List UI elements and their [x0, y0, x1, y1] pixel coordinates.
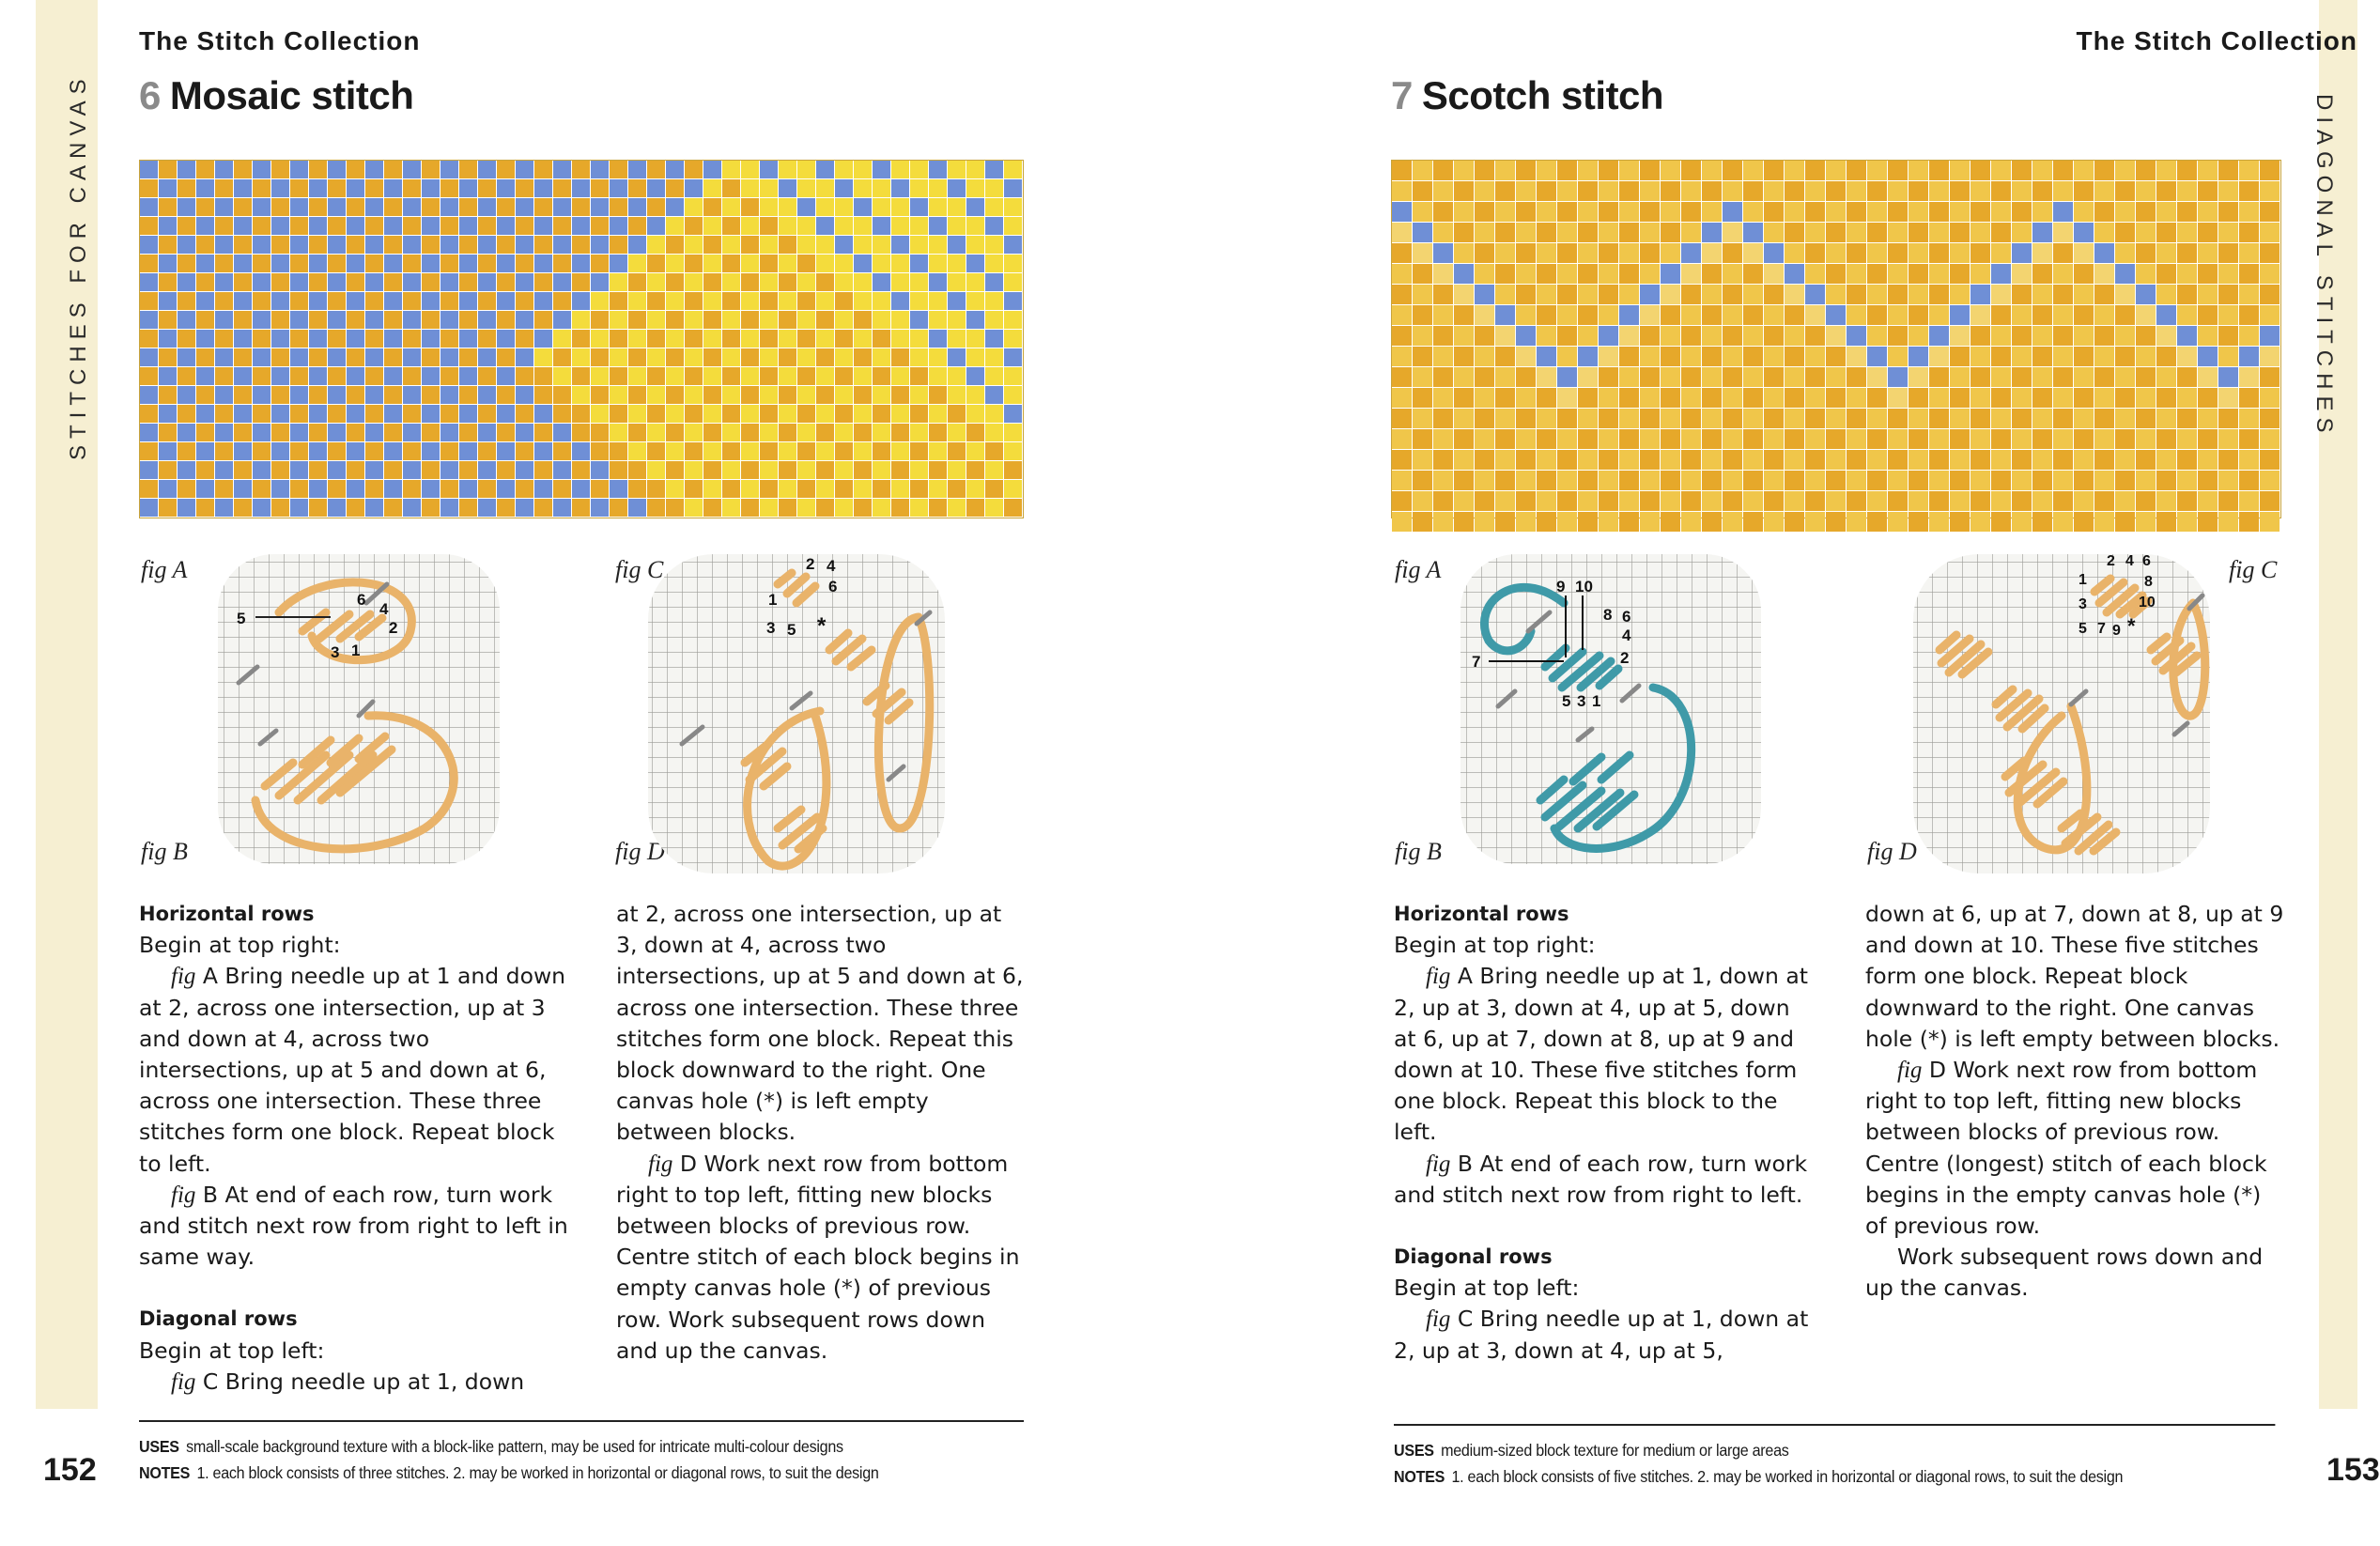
diagram-number: 1	[2079, 572, 2087, 588]
right-stitch-name: Scotch stitch	[1421, 73, 1664, 117]
diagram-number: 6	[1622, 608, 1631, 626]
left-text-column-1	[139, 899, 580, 1398]
right-para-continued: down at 6, up at 7, down at 8, up at 9 and down at 10. These five stitches form one block. Repeat block downward to the right. One canvas hole (*) is left empty between blocks.	[1865, 901, 2284, 1052]
diagram-number: 1	[1592, 692, 1601, 710]
diagram-number: 9	[1556, 578, 1566, 595]
left-uses: USES small-scale background texture with a block-like pattern, may be used for intricate multi-colour designs	[139, 1437, 843, 1456]
diagram-number: 10	[2139, 595, 2156, 611]
right-uses-notes	[1394, 1424, 2275, 1490]
diagram-number: 5	[2079, 621, 2087, 637]
diagram-number: 10	[1575, 578, 1593, 595]
empty-hole-mark: *	[817, 613, 827, 639]
left-fig-c-label: fig C	[615, 556, 664, 583]
diagram-number: 6	[357, 591, 366, 609]
left-fig-b-label: fig B	[141, 838, 188, 865]
left-stitch-number: 6	[139, 73, 161, 117]
right-para-fig-a: fig A Bring needle up at 1, down at 2, up at 3, down at 4, up at 5, down at 6, up at 7, down at 8, up at 9 and down at 10. These five stitches form one block. Repeat this block to the left.	[1394, 963, 1808, 1146]
diagram-number: 8	[2144, 574, 2153, 590]
right-begin-line-2: Begin at top left:	[1394, 1275, 1580, 1302]
right-text-column-2	[1865, 899, 2288, 1305]
diagram-number: 4	[1622, 626, 1631, 644]
left-diagram-cd	[637, 547, 956, 885]
left-para-fig-c: fig C Bring needle up at 1, down	[171, 1368, 525, 1395]
diagram-number: 2	[1620, 649, 1630, 667]
diagram-number: 3	[1577, 692, 1586, 710]
left-heading-horizontal: Horizontal rows	[139, 903, 315, 925]
right-diagram-ab	[1451, 547, 1770, 875]
diagram-number: 2	[806, 555, 815, 573]
left-stitch-name: Mosaic stitch	[169, 73, 414, 117]
left-heading-diagonal: Diagonal rows	[139, 1307, 298, 1331]
diagram-number: 1	[768, 591, 778, 609]
right-para-fig-d: fig D Work next row from bottom right to top left, fitting new blocks between blocks of previous row. Centre (longest) stitch of each block begins in the empty canvas hole (*) of previous row.	[1865, 1057, 2267, 1240]
mosaic-stitch-sample-image	[140, 161, 1023, 518]
diagram-number: 3	[331, 643, 340, 661]
diagram-number: 3	[2079, 596, 2087, 612]
right-side-tab-label: DIAGONAL STITCHES	[2311, 94, 2337, 440]
scotch-stitch-sample-image	[1392, 161, 2280, 518]
diagram-number: 4	[2125, 553, 2134, 569]
right-page-number: 153	[2326, 1452, 2380, 1488]
left-para-fig-d: fig D Work next row from bottom right to top left, fitting new blocks between blocks of previous row. Centre stitch of each block begins in empty canvas hole (*) of previous row. Work subsequent rows down and up the canvas.	[616, 1150, 1020, 1364]
left-para-continued: at 2, across one intersection, up at 3, down at 4, across two intersections, up at 5 and down at 6, across one intersection. These three stitches form one block. Repeat this block downward to the right. One canvas hole (*) is left empty between blocks.	[616, 901, 1024, 1146]
right-text-column-1	[1394, 899, 1816, 1367]
diagram-number: 7	[1472, 653, 1481, 671]
diagram-number: 5	[237, 610, 246, 627]
diagram-number: 4	[827, 557, 836, 575]
left-diagram-ab	[209, 547, 509, 875]
right-notes: NOTES 1. each block consists of five stitches. 2. may be worked in horizontal or diagonal rows, to suit the design	[1394, 1467, 2124, 1486]
diagram-number: 2	[2107, 553, 2115, 569]
left-running-head: The Stitch Collection	[139, 26, 421, 55]
diagram-number: 6	[2142, 553, 2151, 569]
left-begin-line: Begin at top right:	[139, 932, 341, 959]
right-diagram-cd	[1902, 547, 2221, 885]
mosaic-stitch-photo	[139, 160, 1024, 518]
diagram-number: 6	[828, 578, 838, 595]
right-heading-horizontal: Horizontal rows	[1394, 903, 1569, 925]
right-heading-diagonal: Diagonal rows	[1394, 1245, 1553, 1269]
left-para-fig-b: fig B At end of each row, turn work and stitch next row from right to left in same way.	[139, 1181, 568, 1271]
left-page	[0, 0, 1179, 1546]
diagram-number: 5	[787, 621, 796, 639]
left-fig-a-label: fig A	[141, 556, 188, 583]
right-fig-a-label: fig A	[1395, 556, 1442, 583]
right-running-head: The Stitch Collection	[2076, 26, 2357, 55]
diagram-number: 8	[1603, 606, 1613, 624]
right-stitch-title	[1391, 73, 1663, 118]
right-fig-b-label: fig B	[1395, 838, 1442, 865]
left-page-number: 152	[43, 1452, 97, 1488]
right-uses: USES medium-sized block texture for medium or large areas	[1394, 1441, 1789, 1460]
left-fig-d-label: fig D	[615, 838, 665, 865]
right-para-fig-b: fig B At end of each row, turn work and stitch next row from right to left.	[1394, 1150, 1808, 1208]
diagram-number: 3	[766, 619, 776, 637]
right-begin-line: Begin at top right:	[1394, 932, 1596, 959]
diagram-number: 5	[1562, 692, 1571, 710]
empty-hole-mark: *	[2127, 614, 2136, 638]
left-para-fig-a: fig A Bring needle up at 1 and down at 2, across one intersection, up at 3 and down at 4, across two intersections, up at 5 and down at 6, across one intersection. These three stitches form one block. Repeat block to left.	[139, 963, 566, 1177]
left-side-tab-label: STITCHES FOR CANVAS	[66, 72, 91, 460]
left-notes: NOTES 1. each block consists of three stitches. 2. may be worked in horizontal or diagonal rows, to suit the design	[139, 1463, 879, 1482]
diagram-number: 1	[351, 642, 361, 659]
diagram-number: 7	[2097, 621, 2106, 637]
diagram-number: 2	[389, 619, 398, 637]
right-stitch-number: 7	[1391, 73, 1413, 117]
right-page	[1179, 0, 2380, 1546]
right-para-final: Work subsequent rows down and up the canvas.	[1865, 1244, 2264, 1302]
scotch-stitch-photo	[1391, 160, 2281, 518]
right-fig-d-label: fig D	[1867, 838, 1917, 865]
left-text-column-2	[616, 899, 1029, 1367]
right-para-fig-c: fig C Bring needle up at 1, down at 2, up at 3, down at 4, up at 5,	[1394, 1306, 1809, 1364]
left-begin-line-2: Begin at top left:	[139, 1337, 325, 1364]
diagram-number: 9	[2112, 623, 2121, 639]
left-uses-notes	[139, 1420, 1024, 1486]
diagram-number: 4	[379, 600, 389, 618]
left-stitch-title	[139, 73, 413, 118]
right-fig-c-label: fig C	[2229, 556, 2278, 583]
